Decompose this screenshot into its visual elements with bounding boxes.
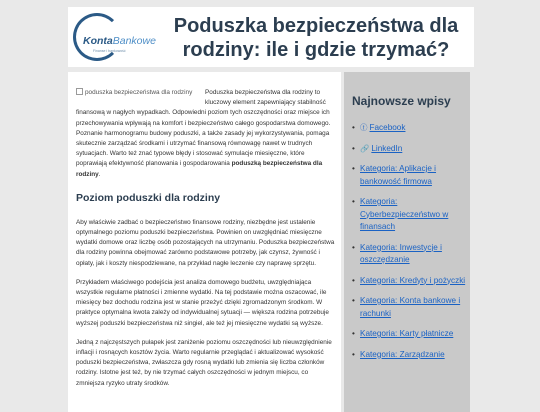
article-paragraph-2: Przykładem właściwego podejścia jest analiza domowego budżetu, uwzględniająca wszystkie regularne płatności i zmienne wydatki. Na tej podstawie można oszacować, ile miesięcy bez dochodu rodzina jest w stanie przeżyć dzięki zgromadzonym środkom. W praktyce optymalna kwota zależy od indywidualnej sytuacji — większa rodzina potrzebuje wyższej poduszki bezpieczeństwa niż singiel, ale też jej miesięczne wydatki są wyższe. (76, 278, 329, 327)
sidebar-item-category[interactable]: • Kategoria: Aplikacje i bankowość firmowa (352, 164, 437, 186)
bullet: • (352, 123, 355, 132)
broken-image-icon (76, 88, 83, 95)
link-icon: 🔗 (360, 143, 370, 153)
site-logo[interactable] (73, 13, 156, 63)
sidebar-item-category[interactable]: • Kategoria: Zarządzanie (352, 349, 466, 370)
bullet: • (352, 349, 355, 359)
sidebar-item-category[interactable]: • Kategoria: Inwestycje i oszczędzanie (352, 242, 442, 264)
intro-bold-phrase: poduszką bezpieczeństwa dla rodziny (76, 160, 323, 178)
facebook-icon: ⓕ (360, 123, 368, 132)
article-paragraph-3: Jedną z najczęstszych pułapek jest zaniżenie poziomu oszczędności lub nieuwzględnienie inflacji i rosnących kosztów życia. Warto regularnie przeglądać i aktualizować wysokość poduszki bezpieczeństwa, zwłaszcza gdy rosną wydatki lub zmienia się liczba członków rodziny. Istotne jest też, by nie trzymać całych oszczędności w jednym miejscu, co zmniejsza ryzyko utraty środków. (76, 338, 332, 387)
section-heading: Poziom poduszki dla rodziny (76, 191, 221, 204)
bullet: • (352, 242, 355, 252)
bullet: • (352, 275, 355, 285)
sidebar-title: Najnowsze wpisy (352, 94, 451, 108)
bullet: • (352, 296, 355, 305)
sidebar-list (352, 122, 466, 369)
article-intro: Poduszka bezpieczeństwa dla rodziny to kluczowy element zapewniający stabilność finansową w nagłych wypadkach. Odpowiedni poziom tych oszczędności oraz miejsce ich przechowywania wpływają na komfort i bezpieczeństwo całego gospodarstwa domowego. Poznanie harmonogramu budowy poduszki, a także zasady jej wykorzystywania, pomaga skutecznie zarządzać środkami i utrzymać finansową równowagę nawet w trudnych sytuacjach. Warto też znać typowe błędy i stosować symulacje miesięczne, które poprawiają efektywność planowania i gospodarowania poduszką bezpieczeństwa dla rodziny. (76, 89, 331, 178)
logo-text: KontaBankowe (83, 35, 156, 47)
sidebar-item-category[interactable]: • Kategoria: Kredyty i pożyczki (352, 275, 466, 296)
bullet: • (352, 197, 355, 206)
sidebar-item-category[interactable]: • Kategoria: Konta bankowe i rachunki (352, 296, 461, 318)
sidebar-item-category[interactable]: • Kategoria: Karty płatnicze (352, 328, 466, 349)
sidebar-item-linkedin[interactable]: • 🔗 LinkedIn (352, 143, 466, 164)
sidebar-item-facebook[interactable]: • ⓕ Facebook (352, 122, 466, 143)
sidebar (344, 72, 470, 412)
site-header (68, 7, 474, 67)
site-title: Poduszka bezpieczeństwa dla rodziny: ile i gdzie trzymać? (173, 15, 459, 61)
bullet: • (352, 329, 355, 338)
article-content (68, 72, 341, 412)
logo-tagline: Finanse i bankowość (93, 49, 126, 53)
bullet: • (352, 143, 355, 153)
bullet: • (352, 164, 355, 173)
article-image-alt: poduszka bezpieczeństwa dla rodziny (85, 89, 193, 96)
sidebar-item-category[interactable]: • Kategoria: Cyberbezpieczeństwo w finansach (352, 197, 449, 231)
article-image (76, 88, 200, 102)
article-paragraph-1: Aby właściwie zadbać o bezpieczeństwo finansowe rodziny, niezbędne jest ustalenie optymalnego poziomu poduszki bezpieczeństwa. Powinien on uwzględniać miesięczne wydatki domowe oraz liczbę osób pozostających na utrzymaniu. Poduszka bezpieczeństwa dla rodziny powinna obejmować zarówno podstawowe potrzeby, jak czynsz, żywność i opłaty, jak i koszty niespodziewane, na przykład nagłe leczenie czy naprawę sprzętu. (76, 218, 335, 267)
